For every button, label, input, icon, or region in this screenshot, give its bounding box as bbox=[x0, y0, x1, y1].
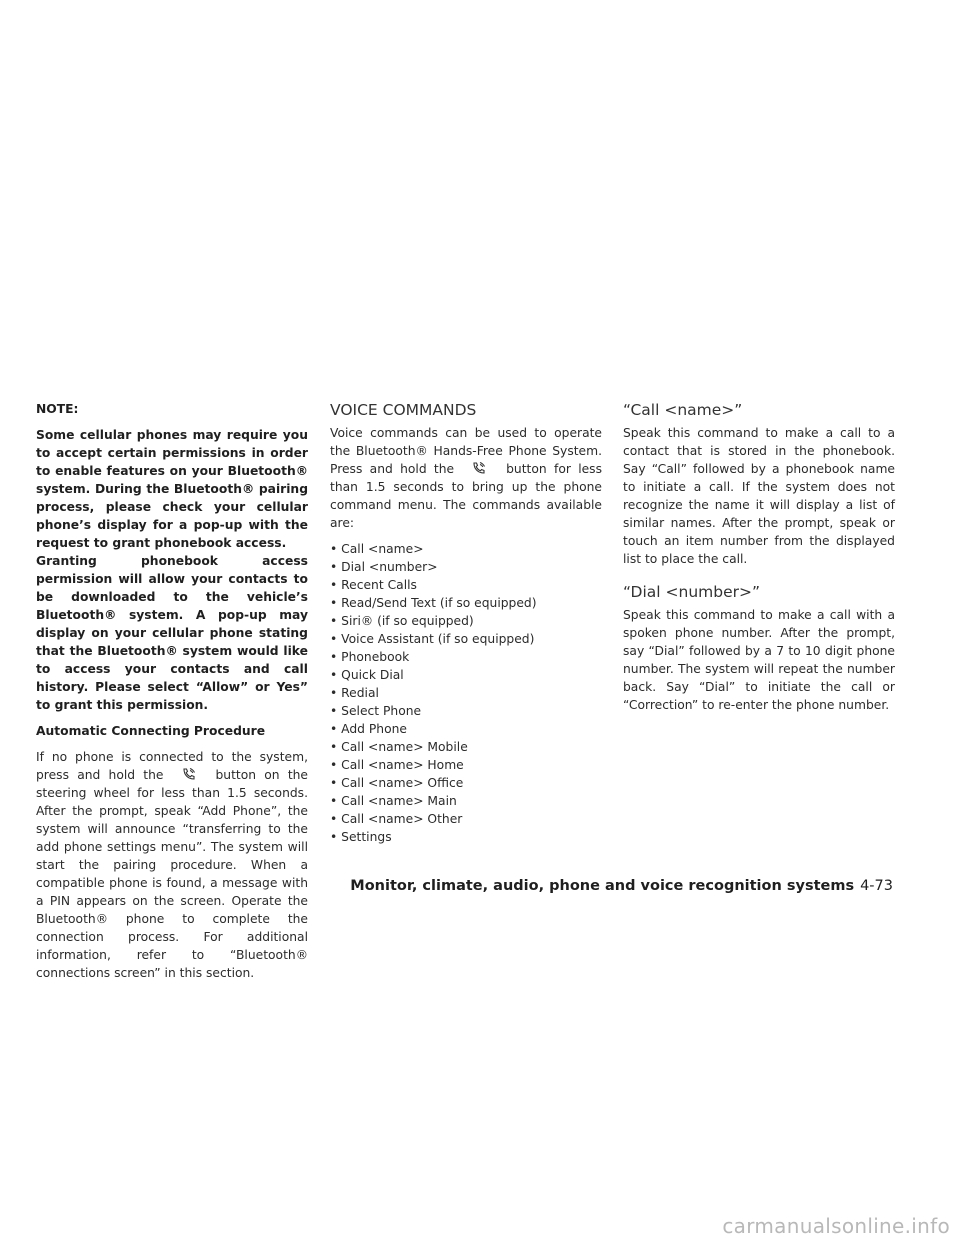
page-number: 4-73 bbox=[860, 878, 893, 894]
footer-section-title: Monitor, climate, audio, phone and voice recognition systems bbox=[350, 878, 855, 894]
procedure-text-a: If no phone is connected to the system, press and hold the bbox=[36, 750, 308, 782]
dial-number-body: Speak this command to make a call with a spoken phone number. After the prompt, say “Dial” followed by a 7 to 10 digit phone number. The system will repeat the number back. Say “Dial” to initiate the call or “Correction” to re-enter the phone number. bbox=[623, 608, 895, 712]
list-item: • Siri® (if so equipped) bbox=[330, 612, 602, 630]
list-item: • Redial bbox=[330, 684, 602, 702]
column-middle bbox=[330, 400, 602, 846]
page-footer bbox=[0, 878, 893, 894]
list-item: • Add Phone bbox=[330, 720, 602, 738]
voice-intro bbox=[330, 424, 602, 532]
list-item: • Dial <number> bbox=[330, 558, 602, 576]
procedure-body bbox=[36, 748, 308, 982]
call-name-body: Speak this command to make a call to a contact that is stored in the phonebook. Say “Call” followed by a phonebook name to initiate a call. If the system does not recognize the name it will display a list of similar names. After the prompt, speak or touch an item number from the displayed list to place the call. bbox=[623, 426, 895, 566]
list-item: • Call <name> bbox=[330, 540, 602, 558]
column-right bbox=[623, 400, 895, 722]
command-list bbox=[330, 540, 602, 846]
list-item: • Call <name> Other bbox=[330, 810, 602, 828]
list-item: • Phonebook bbox=[330, 648, 602, 666]
section-title: VOICE COMMANDS bbox=[330, 401, 477, 419]
list-item: • Call <name> Home bbox=[330, 756, 602, 774]
list-item: • Read/Send Text (if so equipped) bbox=[330, 594, 602, 612]
list-item: • Call <name> Office bbox=[330, 774, 602, 792]
list-item: • Recent Calls bbox=[330, 576, 602, 594]
list-item: • Select Phone bbox=[330, 702, 602, 720]
dial-number-title: “Dial <number>” bbox=[623, 583, 761, 601]
list-item: • Call <name> Main bbox=[330, 792, 602, 810]
list-item: • Voice Assistant (if so equipped) bbox=[330, 630, 602, 648]
call-name-title: “Call <name>” bbox=[623, 401, 743, 419]
note-paragraph-permissions: Some cellular phones may require you to accept certain permissions in order to enable features on your Bluetooth® system. During the Bluetooth® pairing process, please check your cellular phone’s display for a pop-up with the request to grant phonebook access. bbox=[36, 428, 308, 550]
list-item: • Call <name> Mobile bbox=[330, 738, 602, 756]
procedure-text-b: button on the steering wheel for less than 1.5 seconds. After the prompt, speak “Add Phone”, the system will announce “transferring to the add phone settings menu”. The system will start the pairing procedure. When a compatible phone is found, a message with a PIN appears on the screen. Operate the Bluetooth® phone to complete the connection process. For additional information, refer to “Bluetooth® connections screen” in this section. bbox=[36, 768, 308, 980]
column-left bbox=[36, 400, 308, 990]
voice-talk-icon bbox=[164, 767, 216, 781]
list-item: • Quick Dial bbox=[330, 666, 602, 684]
note-label: NOTE: bbox=[36, 402, 79, 416]
procedure-title: Automatic Connecting Procedure bbox=[36, 724, 266, 738]
list-item: • Settings bbox=[330, 828, 602, 846]
voice-talk-icon bbox=[454, 461, 506, 475]
voice-intro-b: button for less than 1.5 seconds to bring up the phone command menu. The commands available are: bbox=[330, 462, 602, 530]
voice-intro-a: Voice commands can be used to operate the Bluetooth® Hands-Free Phone System. Press and hold the bbox=[330, 426, 602, 476]
note-paragraph-phonebook: Granting phonebook access permission will allow your contacts to be downloaded to the vehicle’s Bluetooth® system. A pop-up may display on your cellular phone stating that the Bluetooth® system would like to access your contacts and call history. Please select “Allow” or Yes” to grant this permission. bbox=[36, 554, 308, 712]
watermark: carmanualsonline.info bbox=[722, 1214, 950, 1238]
